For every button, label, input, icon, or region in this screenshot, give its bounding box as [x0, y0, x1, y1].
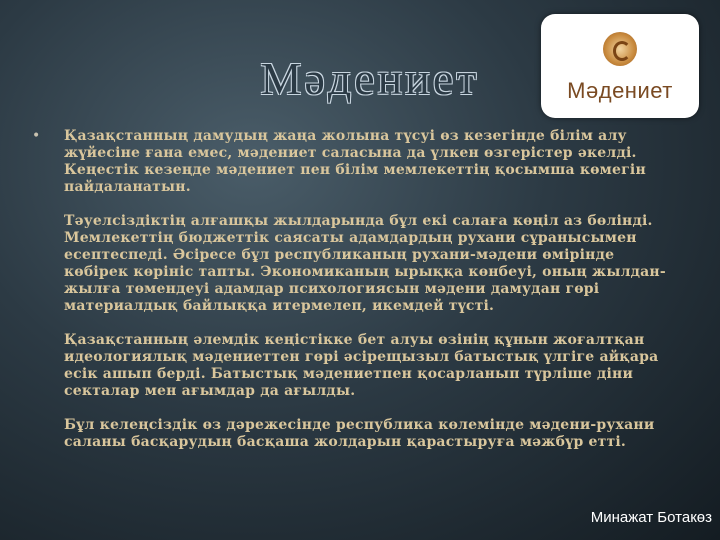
bullet-icon: •: [32, 128, 41, 144]
paragraph-2: Тәуелсіздіктің алғашқы жылдарында бұл екі салаға көңіл аз бөлінді. Мемлекеттің бюджеттік саясаты адамдардың рухани сұранысымен есептеспеді. Әсіресе бұл республиканың рухани-мәдени өмірінде көбірек көрініс тапты. Экономиканың ырыққа көнбеуі, оның жылдан-жылға төмендеуі адамдар психологиясын мәдени дамудан гөрі материалдық байлыққа итермелеп, икемдей түсті.: [64, 213, 666, 314]
bullet-item: [32, 128, 682, 196]
slide-title: Мәдениет: [260, 53, 480, 104]
logo: [541, 14, 699, 118]
spiral-icon: [603, 32, 637, 66]
author-name: Минажат Ботакөз: [590, 509, 712, 526]
logo-text: Мәдениет: [567, 78, 673, 103]
paragraph-1: Қазақстанның дамудың жаңа жолына түсуі өз кезегінде білім алу жүйесіне ғана емес, мәдениет саласына да үлкен өзгерістер әкелді. Кеңестік кезеңде мәдениет пен білім мемлекеттің қосымша көмегін пайдаланатын.: [64, 128, 646, 195]
slide-body: [32, 128, 682, 451]
paragraph-3: Қазақстанның әлемдік кеңістікке бет алуы өзінің құнын жоғалтқан идеологиялық мәдениеттен гөрі әсірещызыл батыстық үлгіге айқара есік ашып берді. Батыстық мәдениетпен қосарланып түрліше діни секталар мен ағымдар да ағылды.: [64, 332, 659, 399]
paragraph-4: Бұл келеңсіздік өз дәрежесінде республика көлемінде мәдени-рухани саланы басқарудың басқаша жолдарын қарастыруға мәжбүр етті.: [64, 417, 655, 450]
